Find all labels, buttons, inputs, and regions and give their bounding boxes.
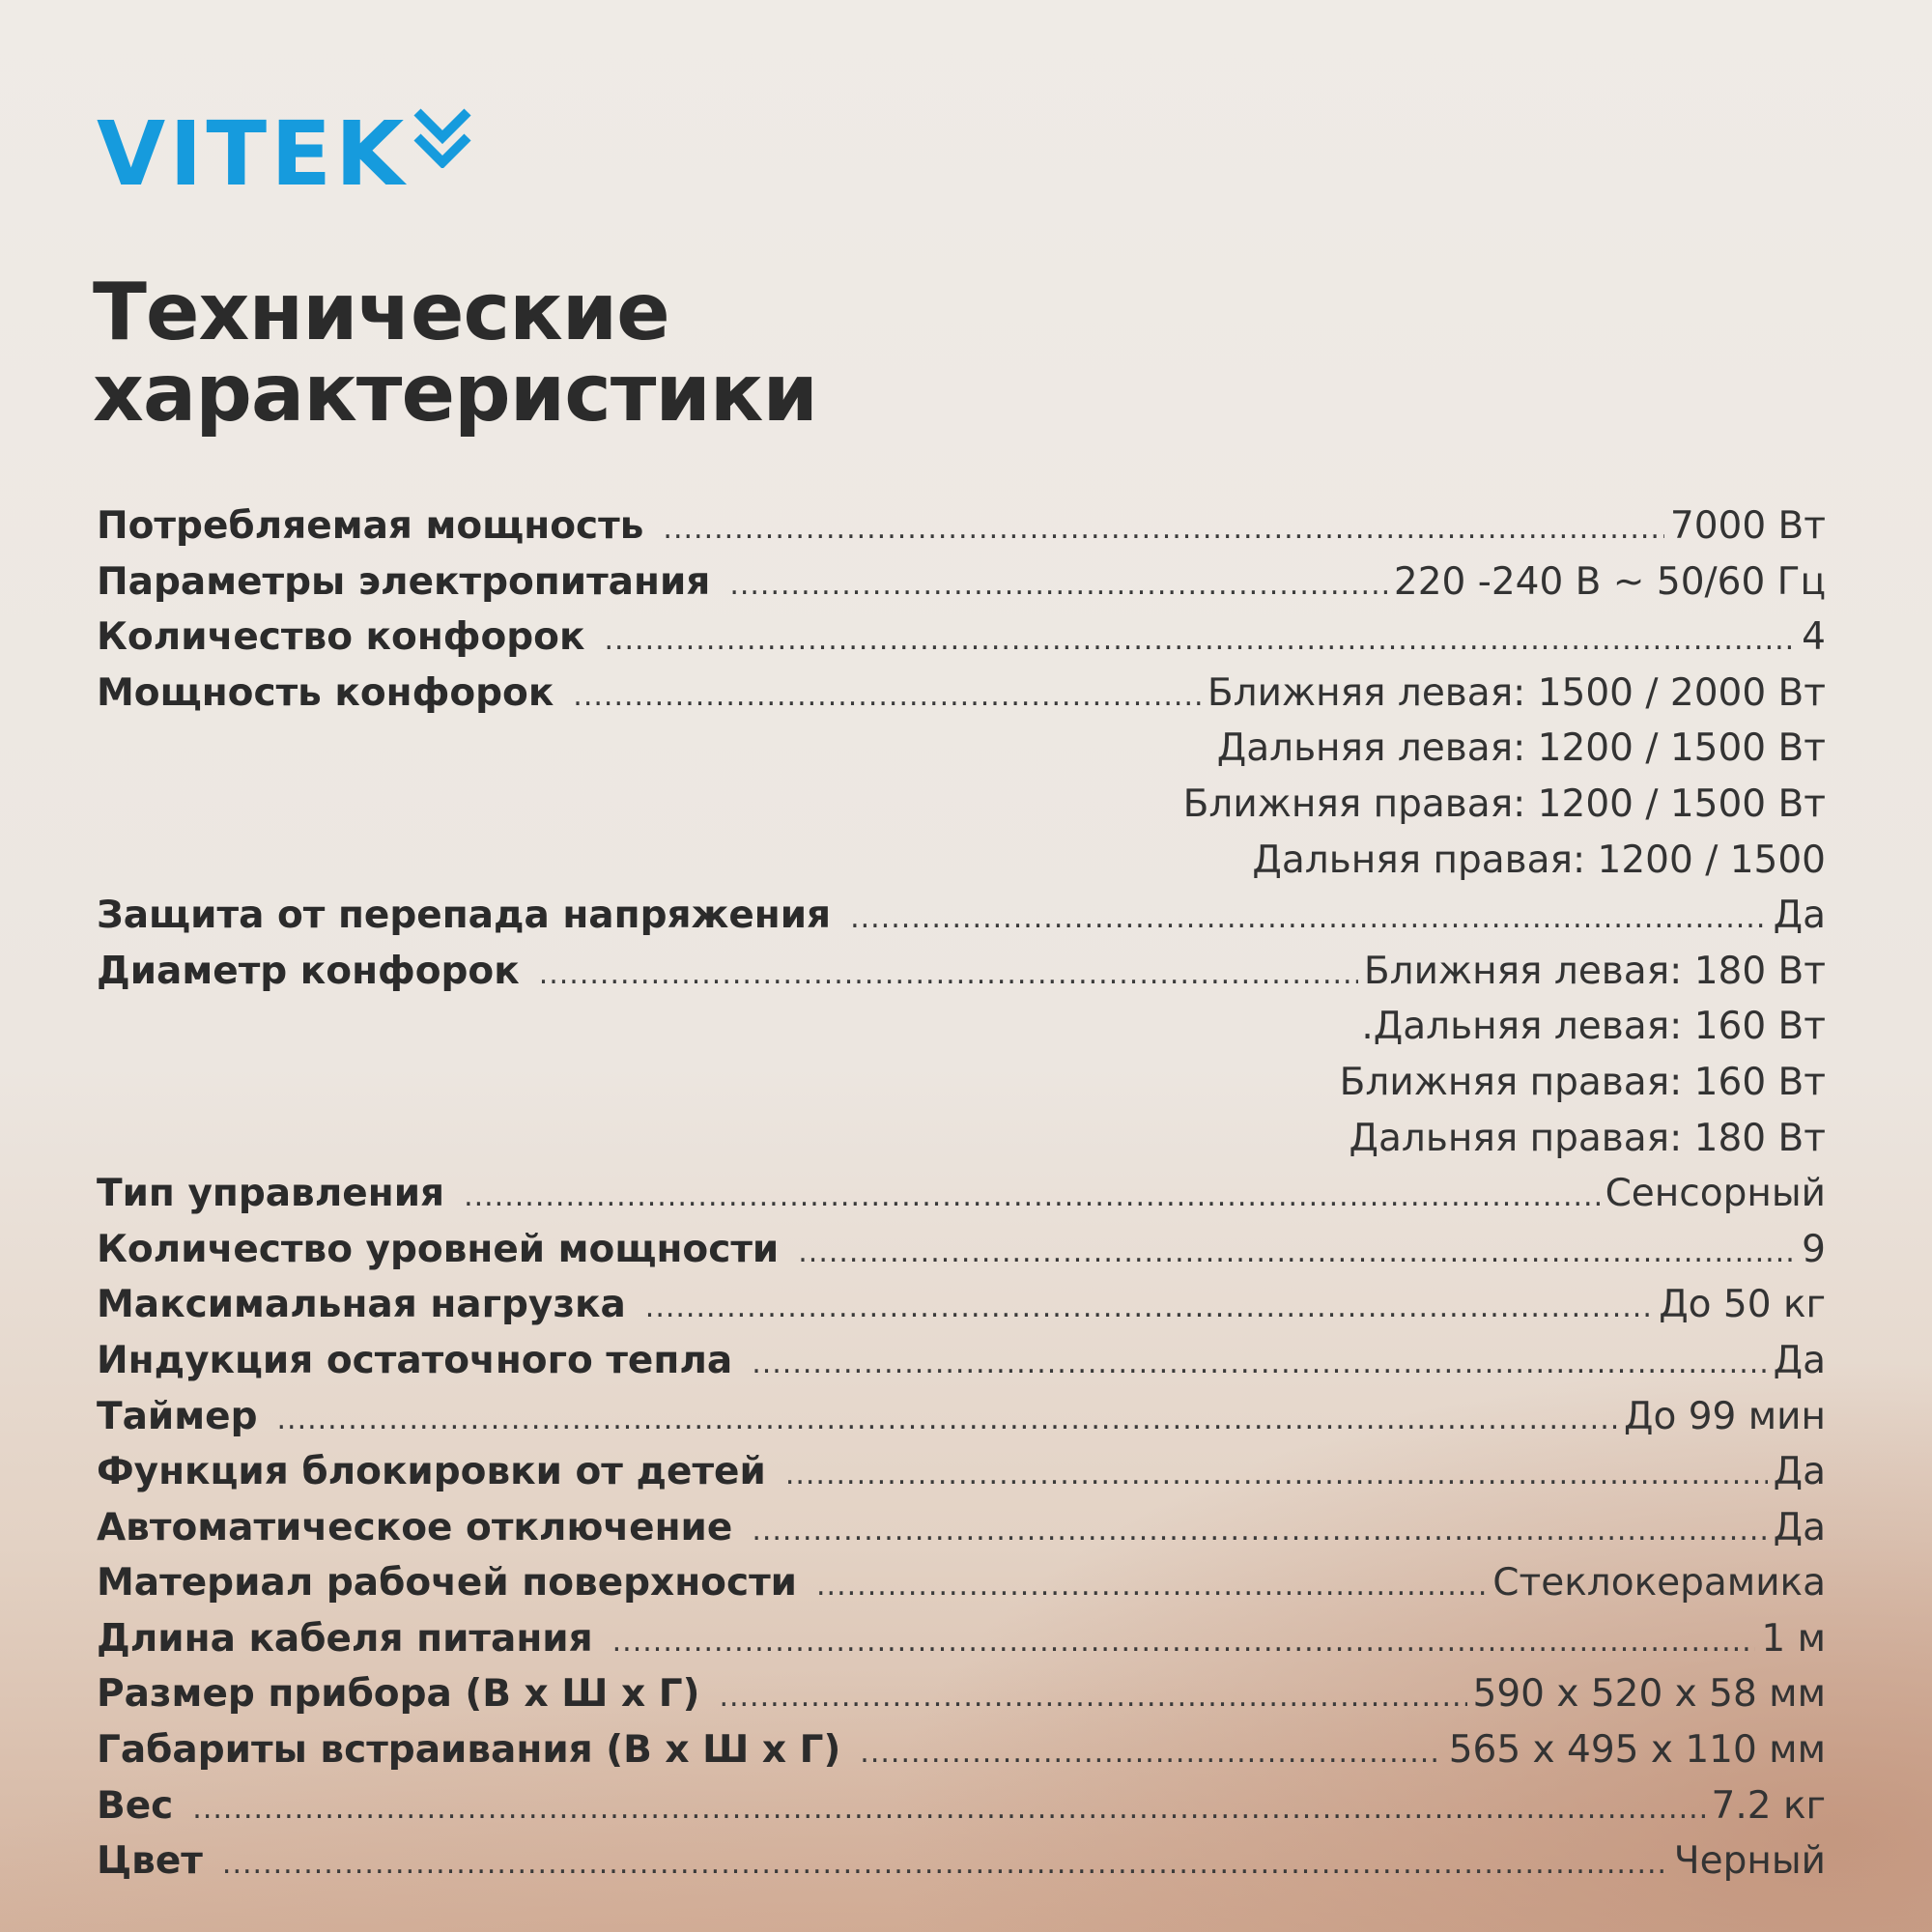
dot-leader: [645, 1280, 1653, 1336]
spec-value: .Дальняя левая: 160 Вт: [1361, 1005, 1826, 1049]
spec-row: [97, 1555, 1826, 1611]
spec-row: [97, 1166, 1826, 1222]
spec-row: [97, 1333, 1826, 1389]
spec-row: [97, 1778, 1826, 1834]
dot-leader: [785, 1447, 1768, 1503]
spec-label: Тип управления: [97, 1172, 445, 1216]
spec-value: Сенсорный: [1605, 1172, 1826, 1216]
spec-row-continuation: [97, 1055, 1826, 1111]
spec-label: Индукция остаточного тепла: [97, 1338, 733, 1382]
dot-leader: [816, 1558, 1487, 1614]
dot-leader: [860, 1725, 1442, 1781]
spec-label: Цвет: [97, 1839, 203, 1884]
spec-value: До 99 мин: [1623, 1394, 1826, 1438]
spec-value: 7000 Вт: [1669, 504, 1826, 548]
spec-label: Количество уровней мощности: [97, 1227, 780, 1271]
spec-row-continuation: [97, 1111, 1826, 1167]
spec-value: Да: [1773, 1338, 1826, 1382]
spec-value: Да: [1773, 1505, 1826, 1549]
dot-leader: [573, 668, 1202, 724]
spec-row: [97, 1277, 1826, 1333]
dot-leader: [222, 1836, 1668, 1892]
spec-label: Функция блокировки от детей: [97, 1450, 766, 1494]
spec-label: Длина кабеля питания: [97, 1616, 593, 1661]
brand-logo: [97, 102, 473, 206]
dot-leader: [729, 557, 1388, 613]
double-chevron-down-icon: [412, 108, 473, 168]
spec-value: 220 -240 В ~ 50/60 Гц: [1393, 559, 1826, 604]
dot-leader: [752, 1336, 1767, 1392]
page-title: [93, 267, 817, 440]
spec-row: [97, 944, 1826, 1000]
spec-row: [97, 1444, 1826, 1500]
spec-label: Потребляемая мощность: [97, 504, 644, 548]
brand-name: VITEK: [97, 102, 409, 206]
spec-row-continuation: [97, 833, 1826, 889]
spec-value: Да: [1773, 1450, 1826, 1494]
spec-row: [97, 1611, 1826, 1667]
spec-value: 1 м: [1761, 1616, 1826, 1661]
spec-row: [97, 554, 1826, 611]
spec-value: До 50 кг: [1659, 1283, 1826, 1327]
dot-leader: [719, 1669, 1466, 1725]
spec-value: 9: [1802, 1227, 1826, 1271]
spec-label: Автоматическое отключение: [97, 1505, 733, 1549]
dot-leader: [604, 612, 1796, 668]
dot-leader: [192, 1781, 1705, 1837]
dot-leader: [464, 1169, 1600, 1225]
spec-label: Таймер: [97, 1394, 258, 1438]
spec-value: Да: [1773, 894, 1826, 938]
spec-label: Материал рабочей поверхности: [97, 1561, 798, 1605]
spec-row: [97, 1222, 1826, 1278]
dot-leader: [612, 1614, 1756, 1670]
page-title-line-2: характеристики: [93, 348, 817, 440]
dot-leader: [752, 1503, 1767, 1559]
spec-value: 7.2 кг: [1711, 1783, 1826, 1828]
spec-row: [97, 1500, 1826, 1556]
spec-row-continuation: [97, 777, 1826, 833]
spec-value: Ближняя левая: 180 Вт: [1363, 949, 1826, 993]
spec-label: Диаметр конфорок: [97, 949, 520, 993]
dot-leader: [539, 947, 1358, 1003]
spec-value: Ближняя правая: 160 Вт: [1339, 1060, 1826, 1104]
spec-row: [97, 1389, 1826, 1445]
page-title-line-1: Технические: [93, 267, 669, 358]
spec-list: [97, 498, 1826, 1889]
spec-value: Черный: [1673, 1839, 1826, 1884]
spec-value: 590 х 520 х 58 мм: [1472, 1672, 1826, 1717]
spec-value: Стеклокерамика: [1492, 1561, 1826, 1605]
spec-label: Параметры электропитания: [97, 559, 711, 604]
spec-value: 4: [1802, 615, 1826, 660]
spec-label: Габариты встраивания (В х Ш х Г): [97, 1728, 841, 1773]
dot-leader: [277, 1392, 1618, 1448]
spec-value: 565 х 495 х 110 мм: [1448, 1728, 1826, 1773]
spec-row: [97, 1666, 1826, 1722]
spec-label: Максимальная нагрузка: [97, 1283, 626, 1327]
spec-row: [97, 888, 1826, 944]
spec-value: Дальняя правая: 180 Вт: [1349, 1116, 1826, 1160]
spec-row-continuation: [97, 999, 1826, 1055]
dot-leader: [798, 1225, 1796, 1281]
spec-row: [97, 610, 1826, 666]
spec-row: [97, 498, 1826, 554]
spec-label: Количество конфорок: [97, 615, 585, 660]
spec-value: Дальняя правая: 1200 / 1500: [1252, 838, 1826, 882]
dot-leader: [663, 501, 1663, 557]
spec-label: Защита от перепада напряжения: [97, 894, 832, 938]
spec-row: [97, 666, 1826, 722]
spec-value: Ближняя левая: 1500 / 2000 Вт: [1207, 670, 1826, 715]
spec-label: Мощность конфорок: [97, 670, 554, 715]
dot-leader: [850, 891, 1768, 947]
spec-value: Ближняя правая: 1200 / 1500 Вт: [1182, 781, 1826, 826]
spec-label: Размер прибора (В х Ш х Г): [97, 1672, 700, 1717]
spec-label: Вес: [97, 1783, 174, 1828]
spec-row-continuation: [97, 721, 1826, 777]
spec-row: [97, 1722, 1826, 1778]
spec-value: Дальняя левая: 1200 / 1500 Вт: [1216, 726, 1826, 771]
spec-row: [97, 1833, 1826, 1889]
